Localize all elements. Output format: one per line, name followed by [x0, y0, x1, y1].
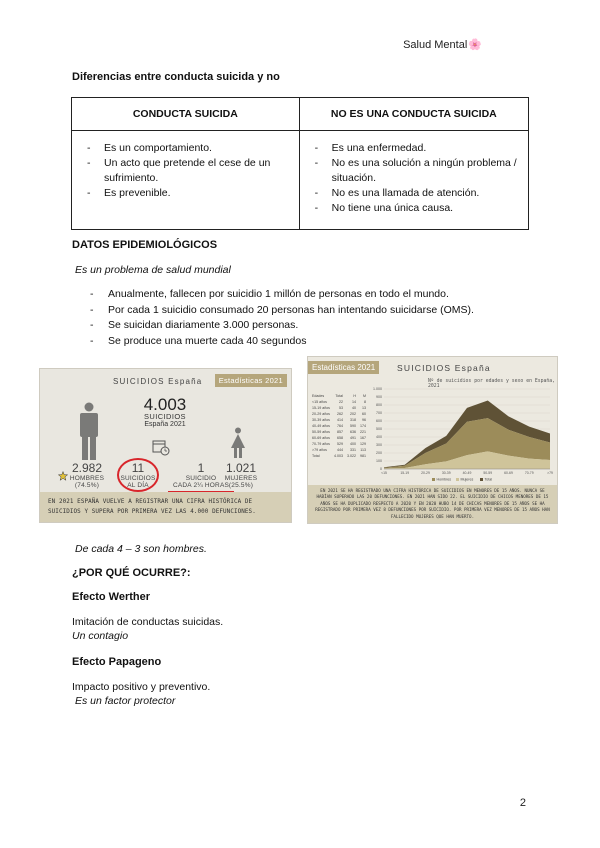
after-chart-note: De cada 4 – 3 son hombres.: [75, 543, 207, 555]
women-value: 1.021: [225, 461, 257, 475]
y-tick-label: 600: [376, 419, 382, 424]
legend-swatch: [456, 478, 459, 481]
header-title: Salud Mental: [403, 39, 468, 51]
per-hours-label: SUICIDIO: [185, 475, 217, 482]
legend-swatch: [480, 478, 483, 481]
table-cell: 658: [336, 436, 343, 440]
men-label: HOMBRES: [69, 475, 105, 482]
infographic-footer: EN 2021 SE HA REGISTRADO UNA CIFRA HISTÓRICA DE SUICIDIOS EN MENORES DE 15 AÑOS. NUNCA SE HABÍAN SUPERADO LAS 20 DEFUNCIONES. EN 2021 HAN SIDO 22. EL SUICIDIO DE CHICOS MENORES DE 15 AÑOS SE HA DUPLICADO RESPECTO A 2020 Y EN 2020 HUBO 14 DE CHICAS MENORES DE 15 AÑOS SE HA REGISTRADO POR PRIMERA VEZ 8 DEFUNCIONES POR SUICIDIO. POR PRIMERA VEZ MENORES DE 15 AÑOS HAN FALLECIDO MUJERES QUE HAN MUERTO.: [308, 485, 557, 523]
werther-text: Imitación de conductas suicidas.: [72, 616, 224, 628]
list-item: - No es una llamada de atención.: [310, 186, 520, 201]
legend-label: Total: [484, 477, 493, 482]
list-item: - Un acto que pretende el cese de un sufrimiento.: [82, 156, 291, 186]
papageno-title: Efecto Papageno: [72, 656, 162, 668]
x-tick-label: 15-19: [400, 471, 410, 475]
man-icon: [78, 402, 100, 460]
table-cell: 857: [336, 430, 343, 434]
infographic-title: SUICIDIOS España: [397, 363, 491, 373]
per-day-stat: [118, 461, 158, 489]
table-cell: 113: [360, 448, 366, 452]
table-header-cell: H: [353, 394, 356, 398]
table-cell: 50-59 años: [312, 430, 330, 434]
table-cell: 529: [336, 442, 343, 446]
x-tick-label: 60-69: [504, 471, 513, 475]
papageno-italic: Es un factor protector: [75, 695, 176, 707]
facts-list: [90, 287, 474, 349]
why-title: ¿POR QUÉ OCURRE?:: [72, 567, 191, 579]
y-tick-label: 800: [376, 403, 382, 408]
table-cell: 221: [359, 430, 366, 434]
per-hours-value: 1: [197, 461, 205, 475]
list-item: - Se suicidan diariamente 3.000 personas.: [90, 318, 474, 334]
col1-cell: [72, 131, 300, 230]
list-item: - Es una enfermedad.: [310, 141, 520, 156]
table-cell: Total: [312, 454, 320, 458]
per-hours-label-2: CADA 2¼ HORAS: [172, 482, 230, 489]
epi-title: DATOS EPIDEMIOLÓGICOS: [72, 239, 218, 251]
total-sub: España 2021: [144, 421, 186, 428]
table-cell: 981: [359, 454, 366, 458]
per-day-label: SUICIDIOS: [120, 475, 156, 482]
y-tick-label: 0: [380, 467, 382, 472]
y-tick-label: 400: [376, 435, 382, 440]
x-tick-label: 70-79: [524, 471, 534, 475]
intro-title: Diferencias entre conducta suicida y no: [72, 71, 280, 83]
stats-badge: Estadísticas 2021: [308, 361, 379, 374]
table-cell: 262: [336, 412, 343, 416]
y-tick-label: 900: [376, 395, 382, 400]
table-cell: 167: [359, 436, 366, 440]
table-row: [310, 453, 368, 459]
ages-table: [310, 393, 368, 459]
y-tick-label: 100: [376, 459, 382, 464]
total-label: SUICIDIOS: [144, 412, 186, 421]
table-cell: 15-19 años: [312, 406, 330, 410]
per-day-label-2: AL DÍA: [127, 482, 149, 489]
y-tick-label: 700: [376, 411, 382, 416]
table-cell: 590: [349, 424, 356, 428]
col2-header: NO ES UNA CONDUCTA SUICIDA: [299, 98, 528, 131]
women-label: MUJERES: [224, 475, 258, 482]
table-cell: 764: [336, 424, 343, 428]
table-cell: 318: [349, 418, 356, 422]
men-value: 2.982: [71, 461, 103, 475]
table-cell: 20-29 años: [312, 412, 330, 416]
list-item: - No tiene una única causa.: [310, 201, 520, 216]
men-pct: (74.5%): [74, 482, 100, 489]
table-cell: >79 años: [312, 448, 327, 452]
y-tick-label: 500: [376, 427, 382, 432]
table-cell: 13: [361, 406, 366, 410]
table-cell: 60-69 años: [312, 436, 330, 440]
list-item: - Es prevenible.: [82, 186, 291, 201]
flower-icon: 🌸: [468, 39, 482, 51]
table-cell: <15 años: [312, 400, 327, 404]
table-cell: 3.022: [346, 454, 356, 458]
list-item: - Es un comportamiento.: [82, 141, 291, 156]
x-tick-label: 30-39: [441, 471, 451, 475]
x-tick-label: 50-59: [483, 471, 493, 475]
table-cell: 60: [361, 412, 366, 416]
x-tick-label: <15: [381, 471, 387, 475]
header-tag: [403, 38, 482, 51]
x-tick-label: 20-29: [421, 471, 430, 475]
table-cell: 174: [359, 424, 366, 428]
werther-italic: Un contagio: [72, 630, 129, 642]
table-cell: 4.003: [333, 454, 343, 458]
table-header-cell: Total: [335, 394, 343, 398]
table-cell: 14: [351, 400, 356, 404]
y-tick-label: 300: [376, 443, 382, 448]
y-tick-label: 1.000: [373, 387, 382, 392]
infographic-totals: [39, 368, 292, 523]
papageno-text: Impacto positivo y preventivo.: [72, 681, 211, 693]
women-stat: [216, 461, 266, 489]
y-tick-label: 200: [376, 451, 382, 456]
table-cell: 202: [349, 412, 356, 416]
women-pct: (25.5%): [228, 482, 254, 489]
table-cell: 96: [361, 418, 366, 422]
table-cell: 40-49 años: [312, 424, 330, 428]
x-tick-label: >79: [547, 471, 553, 475]
stats-badge: Estadísticas 2021: [215, 374, 287, 387]
area-chart: [370, 383, 556, 487]
table-cell: 414: [336, 418, 343, 422]
total-value: 4.003: [143, 395, 187, 414]
per-day-value: 11: [131, 461, 145, 475]
list-item: - Se produce una muerte cada 40 segundos: [90, 334, 474, 350]
infographic-ages: [307, 356, 558, 524]
legend-label: Hombres: [436, 477, 452, 482]
table-cell: 22: [338, 400, 343, 404]
table-cell: 636: [349, 430, 356, 434]
legend-swatch: [432, 478, 435, 481]
list-item: - No es una solución a ningún problema / situación.: [310, 156, 520, 186]
page-number: 2: [519, 797, 526, 809]
table-cell: 70-79 años: [312, 442, 330, 446]
legend-label: Mujeres: [460, 477, 474, 482]
werther-title: Efecto Werther: [72, 591, 151, 603]
list-item: - Anualmente, fallecen por suicidio 1 millón de personas en todo el mundo.: [90, 287, 474, 303]
epi-subtitle: Es un problema de salud mundial: [75, 264, 231, 276]
table-cell: 40: [351, 406, 356, 410]
col2-cell: [299, 131, 528, 230]
col1-header: CONDUCTA SUICIDA: [72, 98, 300, 131]
table-header-cell: Edades: [312, 394, 325, 398]
table-cell: 30-39 años: [312, 418, 330, 422]
list-item: - Por cada 1 suicidio consumado 20 personas han intentando suicidarse (OMS).: [90, 303, 474, 319]
table-cell: 400: [349, 442, 356, 446]
table-header-cell: M: [362, 394, 366, 398]
infographic-title: SUICIDIOS España: [113, 377, 203, 386]
table-cell: 129: [359, 442, 366, 446]
x-tick-label: 40-49: [462, 471, 472, 475]
table-cell: 444: [336, 448, 343, 452]
comparison-table: [71, 97, 529, 230]
woman-icon: [230, 427, 246, 459]
infographic-footer: EN 2021 ESPAÑA VUELVE A REGISTRAR UNA CIFRA HISTÓRICA DE SUICIDIOS Y SUPERA POR PRIMERA VEZ LAS 4.000 DEFUNCIONES.: [40, 492, 291, 522]
men-stat: [62, 461, 112, 489]
calendar-clock-icon: [152, 438, 170, 456]
chart-title: Nº de suicidios por edades y sexo en España, 2021: [428, 379, 556, 389]
table-cell: 53: [338, 406, 343, 410]
table-cell: 8: [363, 400, 366, 404]
table-cell: 331: [349, 448, 356, 452]
table-cell: 491: [349, 436, 356, 440]
